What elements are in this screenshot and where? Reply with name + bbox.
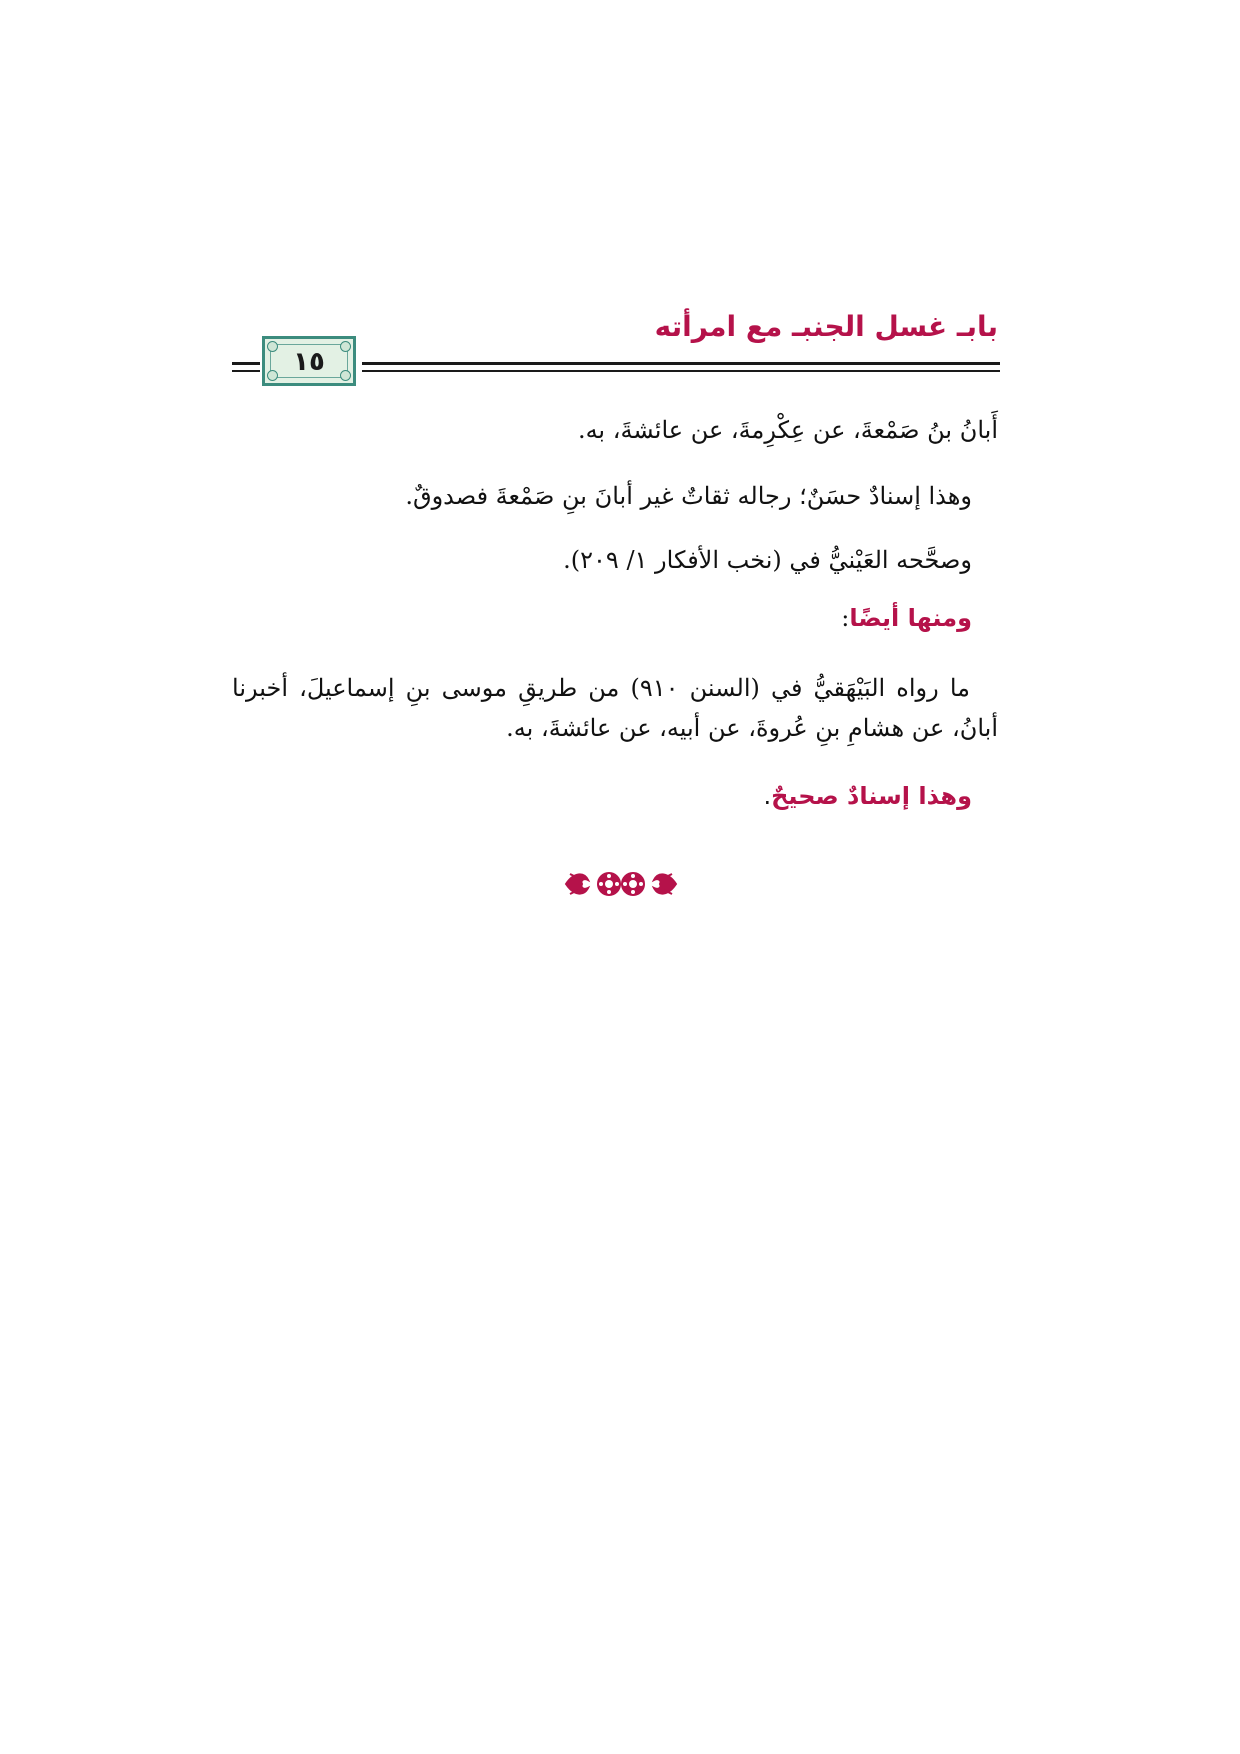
paragraph-authentication: وصحَّحه العَيْنيُّ في (نخب الأفكار ١/ ٢٠٩).: [563, 546, 972, 574]
subheading-also-among-them: [841, 604, 972, 632]
subheading-text: ومنها أيضًا: [849, 604, 972, 632]
paragraph-bayhaqi-narration: ما رواه البَيْهَقيُّ في (السنن ٩١٠) من طريقِ موسى بنِ إسماعيلَ، أخبرنا أبانُ، عن هشامِ بنِ عُروةَ، عن أبيه، عن عائشةَ، به.: [232, 674, 998, 742]
subheading-authentic-chain: [763, 782, 972, 810]
paragraph-isnad-continuation: أَبانُ بنُ صَمْعةَ، عن عِكْرِمةَ، عن عائشةَ، به.: [577, 416, 998, 444]
subheading-period: .: [763, 782, 772, 810]
subheading-colon: :: [841, 604, 850, 632]
header-rule-bottom: [362, 370, 1000, 372]
header-rule-top: [362, 362, 1000, 365]
paragraph-isnad-grade: وهذا إسنادٌ حسَنٌ؛ رجاله ثقاتٌ غير أبانَ بنِ صَمْعةَ فصدوقٌ.: [405, 482, 972, 510]
header-rule-left-top: [232, 362, 260, 365]
floral-divider-icon: [562, 866, 680, 902]
page-number: ١٥: [293, 347, 325, 377]
page-number-badge: [262, 336, 356, 386]
subheading-text: وهذا إسنادٌ صحيحٌ: [771, 782, 972, 810]
header-rule-left-bottom: [232, 370, 260, 372]
chapter-title: بابـ غسل الجنبـ مع امرأته: [654, 310, 998, 343]
